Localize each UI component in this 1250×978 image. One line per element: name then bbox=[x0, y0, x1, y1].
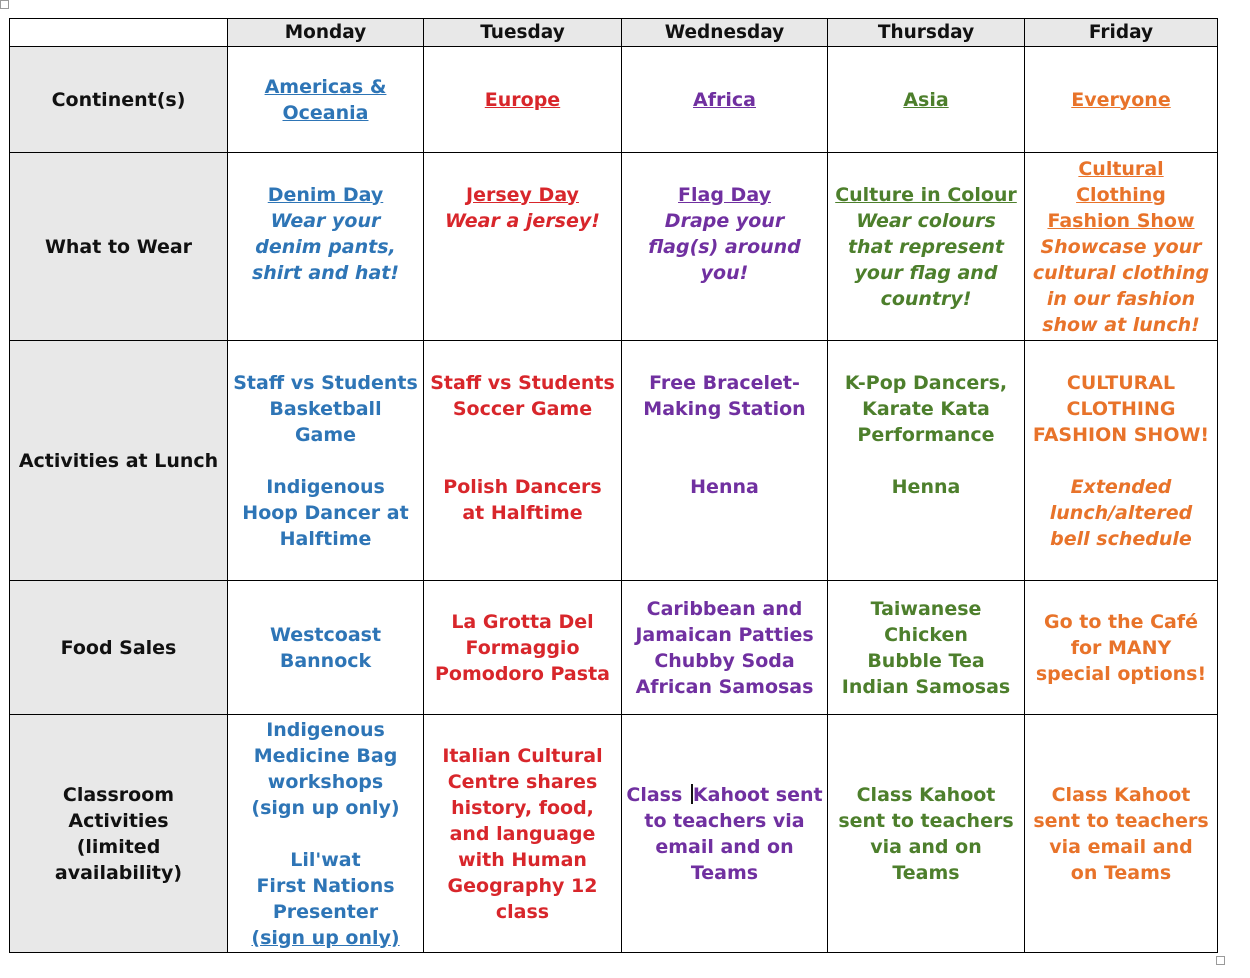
classroom-word: Kahoot sent bbox=[692, 783, 823, 806]
classroom-line: Italian Cultural bbox=[442, 744, 603, 767]
classroom-line: to teachers via bbox=[644, 809, 805, 832]
classroom-word: Class bbox=[626, 783, 689, 806]
classroom-line: Class Kahoot bbox=[856, 783, 996, 806]
classroom-line bbox=[622, 782, 827, 808]
classroom-line: Class Kahoot bbox=[1051, 783, 1191, 806]
cell-classroom-wednesday bbox=[622, 715, 828, 953]
row-label-line: Activities bbox=[68, 809, 169, 832]
classroom-line: (sign up only) bbox=[251, 926, 400, 949]
lunch-line: Extended bbox=[1070, 475, 1172, 498]
lunch-line: Basketball bbox=[269, 397, 382, 420]
row-label-line: Activities at Lunch bbox=[18, 449, 219, 472]
row-label-activities-at-lunch bbox=[10, 341, 228, 581]
lunch-line: Staff vs Students bbox=[233, 371, 418, 394]
food-line: Pomodoro Pasta bbox=[435, 662, 610, 685]
food-line: Formaggio bbox=[465, 636, 580, 659]
classroom-line: Centre shares bbox=[447, 770, 598, 793]
wear-body-line: Wear a jersey! bbox=[445, 209, 600, 232]
cell-lunch-wednesday bbox=[622, 341, 828, 581]
classroom-line: workshops bbox=[267, 770, 384, 793]
food-line: Jamaican Patties bbox=[635, 623, 814, 646]
cell-food-thursday bbox=[828, 581, 1025, 715]
cell-lunch-tuesday bbox=[424, 341, 622, 581]
cell-lunch-thursday bbox=[828, 341, 1025, 581]
cell-classroom-monday bbox=[228, 715, 424, 953]
food-line: La Grotta Del bbox=[451, 610, 594, 633]
row-classroom-activities bbox=[10, 715, 1218, 953]
food-line: Bubble Tea bbox=[867, 649, 985, 672]
food-line: Taiwanese bbox=[870, 597, 982, 620]
corner-cell bbox=[10, 19, 228, 47]
row-activities-at-lunch bbox=[10, 341, 1218, 581]
cell-continent-tuesday bbox=[424, 47, 622, 153]
lunch-line: Staff vs Students bbox=[430, 371, 615, 394]
row-label-food-sales bbox=[10, 581, 228, 715]
row-label-line: Continent(s) bbox=[51, 88, 186, 111]
classroom-line: via and on bbox=[870, 835, 982, 858]
continent-line: Everyone bbox=[1071, 88, 1171, 111]
row-label-continent bbox=[10, 47, 228, 153]
cell-continent-wednesday bbox=[622, 47, 828, 153]
classroom-line: Medicine Bag bbox=[253, 744, 398, 767]
classroom-line: sent to teachers bbox=[1033, 809, 1209, 832]
row-what-to-wear bbox=[10, 153, 1218, 341]
wear-title: Flag Day bbox=[678, 183, 771, 206]
lunch-line: Halftime bbox=[279, 527, 372, 550]
lunch-line: Soccer Game bbox=[452, 397, 593, 420]
row-label-line: Classroom bbox=[62, 783, 175, 806]
continent-line: Americas & bbox=[264, 75, 387, 98]
classroom-line: email and on bbox=[655, 835, 794, 858]
classroom-line: Geography 12 bbox=[447, 874, 598, 897]
lunch-line: FASHION SHOW! bbox=[1032, 423, 1210, 446]
classroom-line: history, food, bbox=[451, 796, 594, 819]
food-line: special options! bbox=[1035, 662, 1207, 685]
day-header-wednesday: Wednesday bbox=[622, 19, 828, 47]
row-label-line: (limited bbox=[76, 835, 161, 858]
wear-body-line: cultural clothing bbox=[1032, 261, 1210, 284]
cell-wear-friday bbox=[1025, 153, 1218, 341]
wear-title: Clothing bbox=[1076, 183, 1166, 206]
wear-body-line: shirt and hat! bbox=[251, 261, 400, 284]
lunch-line: Karate Kata bbox=[862, 397, 990, 420]
lunch-line: CLOTHING bbox=[1066, 397, 1176, 420]
row-label-classroom-activities bbox=[10, 715, 228, 953]
cell-continent-thursday bbox=[828, 47, 1025, 153]
lunch-line: Game bbox=[294, 423, 357, 446]
cell-wear-thursday bbox=[828, 153, 1025, 341]
food-line: African Samosas bbox=[635, 675, 814, 698]
lunch-line: Making Station bbox=[643, 397, 806, 420]
row-label-line: Food Sales bbox=[60, 636, 177, 659]
wear-title: Jersey Day bbox=[466, 183, 579, 206]
food-line: Caribbean and bbox=[646, 597, 803, 620]
food-line: Indian Samosas bbox=[841, 675, 1011, 698]
cell-wear-monday bbox=[228, 153, 424, 341]
resize-handle-top-left[interactable] bbox=[0, 0, 9, 9]
food-line: Chubby Soda bbox=[654, 649, 795, 672]
cell-continent-monday bbox=[228, 47, 424, 153]
header-row bbox=[10, 19, 1218, 47]
cell-lunch-friday bbox=[1025, 341, 1218, 581]
wear-title: Culture in Colour bbox=[835, 183, 1017, 206]
lunch-line: Performance bbox=[857, 423, 995, 446]
food-line: Bannock bbox=[279, 649, 372, 672]
food-line: Chicken bbox=[884, 623, 968, 646]
continent-line: Europe bbox=[484, 88, 561, 111]
cell-food-monday bbox=[228, 581, 424, 715]
cell-food-tuesday bbox=[424, 581, 622, 715]
wear-body-line: Drape your bbox=[664, 209, 785, 232]
lunch-line: bell schedule bbox=[1050, 527, 1192, 550]
row-label-line: availability) bbox=[54, 861, 183, 884]
classroom-line: on Teams bbox=[1070, 861, 1172, 884]
cell-lunch-monday bbox=[228, 341, 424, 581]
row-label-line: What to Wear bbox=[44, 235, 193, 258]
wear-body-line: flag(s) around bbox=[648, 235, 801, 258]
lunch-line: Polish Dancers bbox=[443, 475, 602, 498]
day-header-tuesday: Tuesday bbox=[424, 19, 622, 47]
classroom-line: sent to teachers bbox=[838, 809, 1014, 832]
row-label-what-to-wear bbox=[10, 153, 228, 341]
lunch-line: Indigenous bbox=[266, 475, 385, 498]
lunch-line: at Halftime bbox=[462, 501, 583, 524]
row-continent bbox=[10, 47, 1218, 153]
lunch-line: K-Pop Dancers, bbox=[844, 371, 1008, 394]
wear-body-line: Wear colours bbox=[856, 209, 996, 232]
classroom-line: and language bbox=[449, 822, 596, 845]
continent-line: Oceania bbox=[282, 101, 369, 124]
classroom-line: Indigenous bbox=[266, 718, 385, 741]
wear-body-line: denim pants, bbox=[255, 235, 396, 258]
wear-body-line: you! bbox=[700, 261, 749, 284]
row-food-sales bbox=[10, 581, 1218, 715]
classroom-line: (sign up only) bbox=[251, 796, 400, 819]
day-header-monday: Monday bbox=[228, 19, 424, 47]
continent-line: Africa bbox=[693, 88, 756, 111]
classroom-line: First Nations bbox=[256, 874, 395, 897]
wear-body-line: your flag and bbox=[854, 261, 998, 284]
food-line: for MANY bbox=[1070, 636, 1172, 659]
day-header-thursday: Thursday bbox=[828, 19, 1025, 47]
wear-body-line: show at lunch! bbox=[1042, 313, 1200, 336]
classroom-line: with Human bbox=[458, 848, 587, 871]
lunch-line: Henna bbox=[690, 475, 759, 498]
wear-body-line: Showcase your bbox=[1040, 235, 1202, 258]
wear-body-line: Wear your bbox=[270, 209, 381, 232]
classroom-line: via email and bbox=[1049, 835, 1193, 858]
classroom-line: Presenter bbox=[272, 900, 379, 923]
cell-continent-friday bbox=[1025, 47, 1218, 153]
wear-title: Fashion Show bbox=[1047, 209, 1195, 232]
continent-line: Asia bbox=[903, 88, 949, 111]
cell-food-wednesday bbox=[622, 581, 828, 715]
classroom-line: Teams bbox=[690, 861, 759, 884]
lunch-line: lunch/altered bbox=[1049, 501, 1193, 524]
cell-wear-tuesday bbox=[424, 153, 622, 341]
cell-food-friday bbox=[1025, 581, 1218, 715]
lunch-line: Hoop Dancer at bbox=[242, 501, 409, 524]
classroom-line: class bbox=[495, 900, 550, 923]
lunch-line: CULTURAL bbox=[1066, 371, 1176, 394]
cell-classroom-friday bbox=[1025, 715, 1218, 953]
wear-body-line: in our fashion bbox=[1046, 287, 1196, 310]
classroom-line: Teams bbox=[892, 861, 960, 884]
wear-title: Denim Day bbox=[267, 183, 384, 206]
lunch-line: Henna bbox=[891, 475, 961, 498]
classroom-line: Lil'wat bbox=[290, 848, 361, 871]
wear-title: Cultural bbox=[1078, 157, 1164, 180]
food-line: Go to the Café bbox=[1043, 610, 1199, 633]
cell-classroom-tuesday bbox=[424, 715, 622, 953]
day-header-friday: Friday bbox=[1025, 19, 1218, 47]
food-line: Westcoast bbox=[269, 623, 382, 646]
wear-body-line: that represent bbox=[847, 235, 1005, 258]
cell-wear-wednesday bbox=[622, 153, 828, 341]
spirit-week-schedule-table bbox=[9, 18, 1218, 953]
cell-classroom-thursday bbox=[828, 715, 1025, 953]
lunch-line: Free Bracelet- bbox=[649, 371, 800, 394]
wear-body-line: country! bbox=[880, 287, 972, 310]
resize-handle-bottom-right[interactable] bbox=[1216, 956, 1225, 965]
